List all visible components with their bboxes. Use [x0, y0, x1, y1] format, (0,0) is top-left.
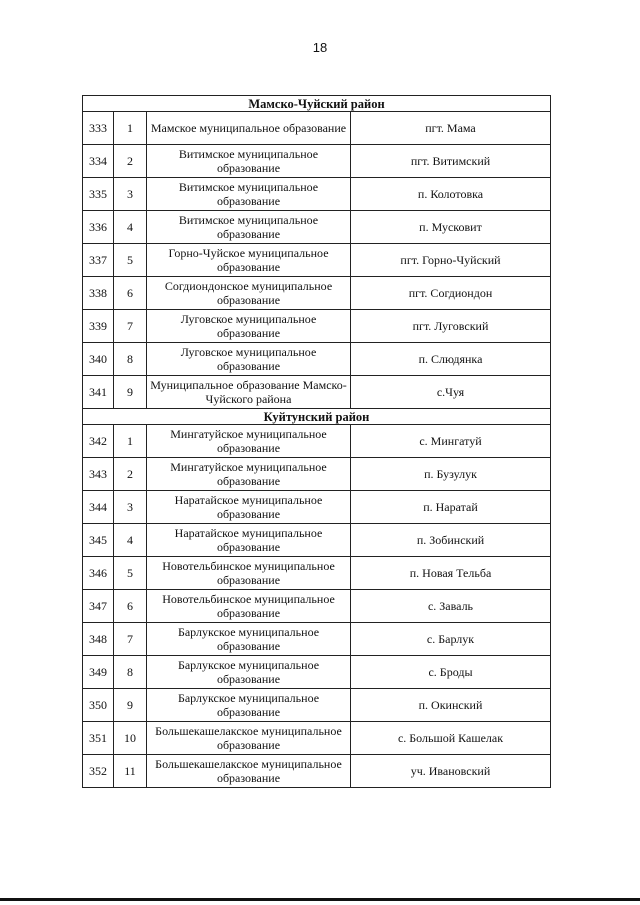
settlement-name: п. Мусковит	[351, 211, 551, 244]
row-number: 347	[83, 590, 114, 623]
settlement-name: пгт. Мама	[351, 112, 551, 145]
row-index: 10	[114, 722, 147, 755]
municipality-name: Витимское муниципальное образование	[147, 211, 351, 244]
table-row	[83, 491, 551, 524]
table-row	[83, 722, 551, 755]
table-row	[83, 425, 551, 458]
table-row	[83, 211, 551, 244]
settlement-name: п. Окинский	[351, 689, 551, 722]
table-row	[83, 524, 551, 557]
table-row	[83, 343, 551, 376]
settlement-name: п. Новая Тельба	[351, 557, 551, 590]
row-number: 335	[83, 178, 114, 211]
row-index: 3	[114, 178, 147, 211]
municipality-name: Барлукское муниципальное образование	[147, 656, 351, 689]
row-number: 334	[83, 145, 114, 178]
row-index: 9	[114, 689, 147, 722]
table-row	[83, 178, 551, 211]
table-body	[83, 96, 551, 788]
table-row	[83, 590, 551, 623]
row-index: 8	[114, 656, 147, 689]
row-index: 4	[114, 524, 147, 557]
row-index: 2	[114, 458, 147, 491]
row-index: 6	[114, 277, 147, 310]
table-row	[83, 244, 551, 277]
row-index: 2	[114, 145, 147, 178]
row-index: 5	[114, 244, 147, 277]
settlement-name: с. Броды	[351, 656, 551, 689]
table-row	[83, 689, 551, 722]
row-index: 4	[114, 211, 147, 244]
municipality-name: Согдиондонское муниципальное образование	[147, 277, 351, 310]
table-row	[83, 310, 551, 343]
table-row	[83, 376, 551, 409]
row-number: 337	[83, 244, 114, 277]
district-name: Мамско-Чуйский район	[83, 96, 551, 112]
row-index: 9	[114, 376, 147, 409]
table-row	[83, 277, 551, 310]
row-number: 338	[83, 277, 114, 310]
municipality-name: Луговское муниципальное образование	[147, 343, 351, 376]
municipality-name: Витимское муниципальное образование	[147, 178, 351, 211]
row-index: 3	[114, 491, 147, 524]
bottom-rule	[0, 898, 640, 901]
row-index: 11	[114, 755, 147, 788]
settlement-name: п. Бузулук	[351, 458, 551, 491]
municipality-name: Большекашелакское муниципальное образование	[147, 755, 351, 788]
municipality-name: Наратайское муниципальное образование	[147, 491, 351, 524]
municipality-name: Наратайское муниципальное образование	[147, 524, 351, 557]
settlement-name: пгт. Согдиондон	[351, 277, 551, 310]
row-number: 345	[83, 524, 114, 557]
table-row	[83, 755, 551, 788]
table-row	[83, 145, 551, 178]
row-number: 339	[83, 310, 114, 343]
settlement-name: с.Чуя	[351, 376, 551, 409]
municipality-name: Мингатуйское муниципальное образование	[147, 458, 351, 491]
settlement-name: пгт. Луговский	[351, 310, 551, 343]
row-number: 344	[83, 491, 114, 524]
row-number: 346	[83, 557, 114, 590]
row-index: 8	[114, 343, 147, 376]
district-name: Куйтунский район	[83, 409, 551, 425]
row-number: 348	[83, 623, 114, 656]
table-row	[83, 623, 551, 656]
settlement-name: с. Мингатуй	[351, 425, 551, 458]
row-index: 1	[114, 425, 147, 458]
row-number: 351	[83, 722, 114, 755]
row-number: 333	[83, 112, 114, 145]
row-number: 350	[83, 689, 114, 722]
municipality-name: Большекашелакское муниципальное образование	[147, 722, 351, 755]
settlement-name: п. Наратай	[351, 491, 551, 524]
municipality-name: Барлукское муниципальное образование	[147, 623, 351, 656]
municipality-name: Новотельбинское муниципальное образование	[147, 557, 351, 590]
district-header-row	[83, 409, 551, 425]
settlement-name: с. Барлук	[351, 623, 551, 656]
row-index: 7	[114, 310, 147, 343]
row-index: 1	[114, 112, 147, 145]
row-number: 336	[83, 211, 114, 244]
municipality-name: Мамское муниципальное образование	[147, 112, 351, 145]
municipality-name: Витимское муниципальное образование	[147, 145, 351, 178]
table-row	[83, 557, 551, 590]
settlement-table	[82, 95, 551, 788]
settlement-name: п. Колотовка	[351, 178, 551, 211]
settlement-name: с. Большой Кашелак	[351, 722, 551, 755]
table-row	[83, 656, 551, 689]
row-number: 343	[83, 458, 114, 491]
municipality-name: Мингатуйское муниципальное образование	[147, 425, 351, 458]
settlement-name: уч. Ивановский	[351, 755, 551, 788]
row-number: 341	[83, 376, 114, 409]
page-number: 18	[312, 40, 328, 55]
row-number: 349	[83, 656, 114, 689]
table-row	[83, 458, 551, 491]
settlement-name: пгт. Горно-Чуйский	[351, 244, 551, 277]
municipality-name: Муниципальное образование Мамско-Чуйского района	[147, 376, 351, 409]
row-index: 7	[114, 623, 147, 656]
settlement-name: п. Слюдянка	[351, 343, 551, 376]
row-number: 352	[83, 755, 114, 788]
settlement-name: с. Заваль	[351, 590, 551, 623]
row-number: 340	[83, 343, 114, 376]
row-index: 5	[114, 557, 147, 590]
settlement-name: п. Зобинский	[351, 524, 551, 557]
municipality-name: Горно-Чуйское муниципальное образование	[147, 244, 351, 277]
municipality-name: Луговское муниципальное образование	[147, 310, 351, 343]
district-header-row	[83, 96, 551, 112]
row-number: 342	[83, 425, 114, 458]
table-row	[83, 112, 551, 145]
row-index: 6	[114, 590, 147, 623]
municipality-name: Барлукское муниципальное образование	[147, 689, 351, 722]
settlement-name: пгт. Витимский	[351, 145, 551, 178]
municipality-name: Новотельбинское муниципальное образование	[147, 590, 351, 623]
